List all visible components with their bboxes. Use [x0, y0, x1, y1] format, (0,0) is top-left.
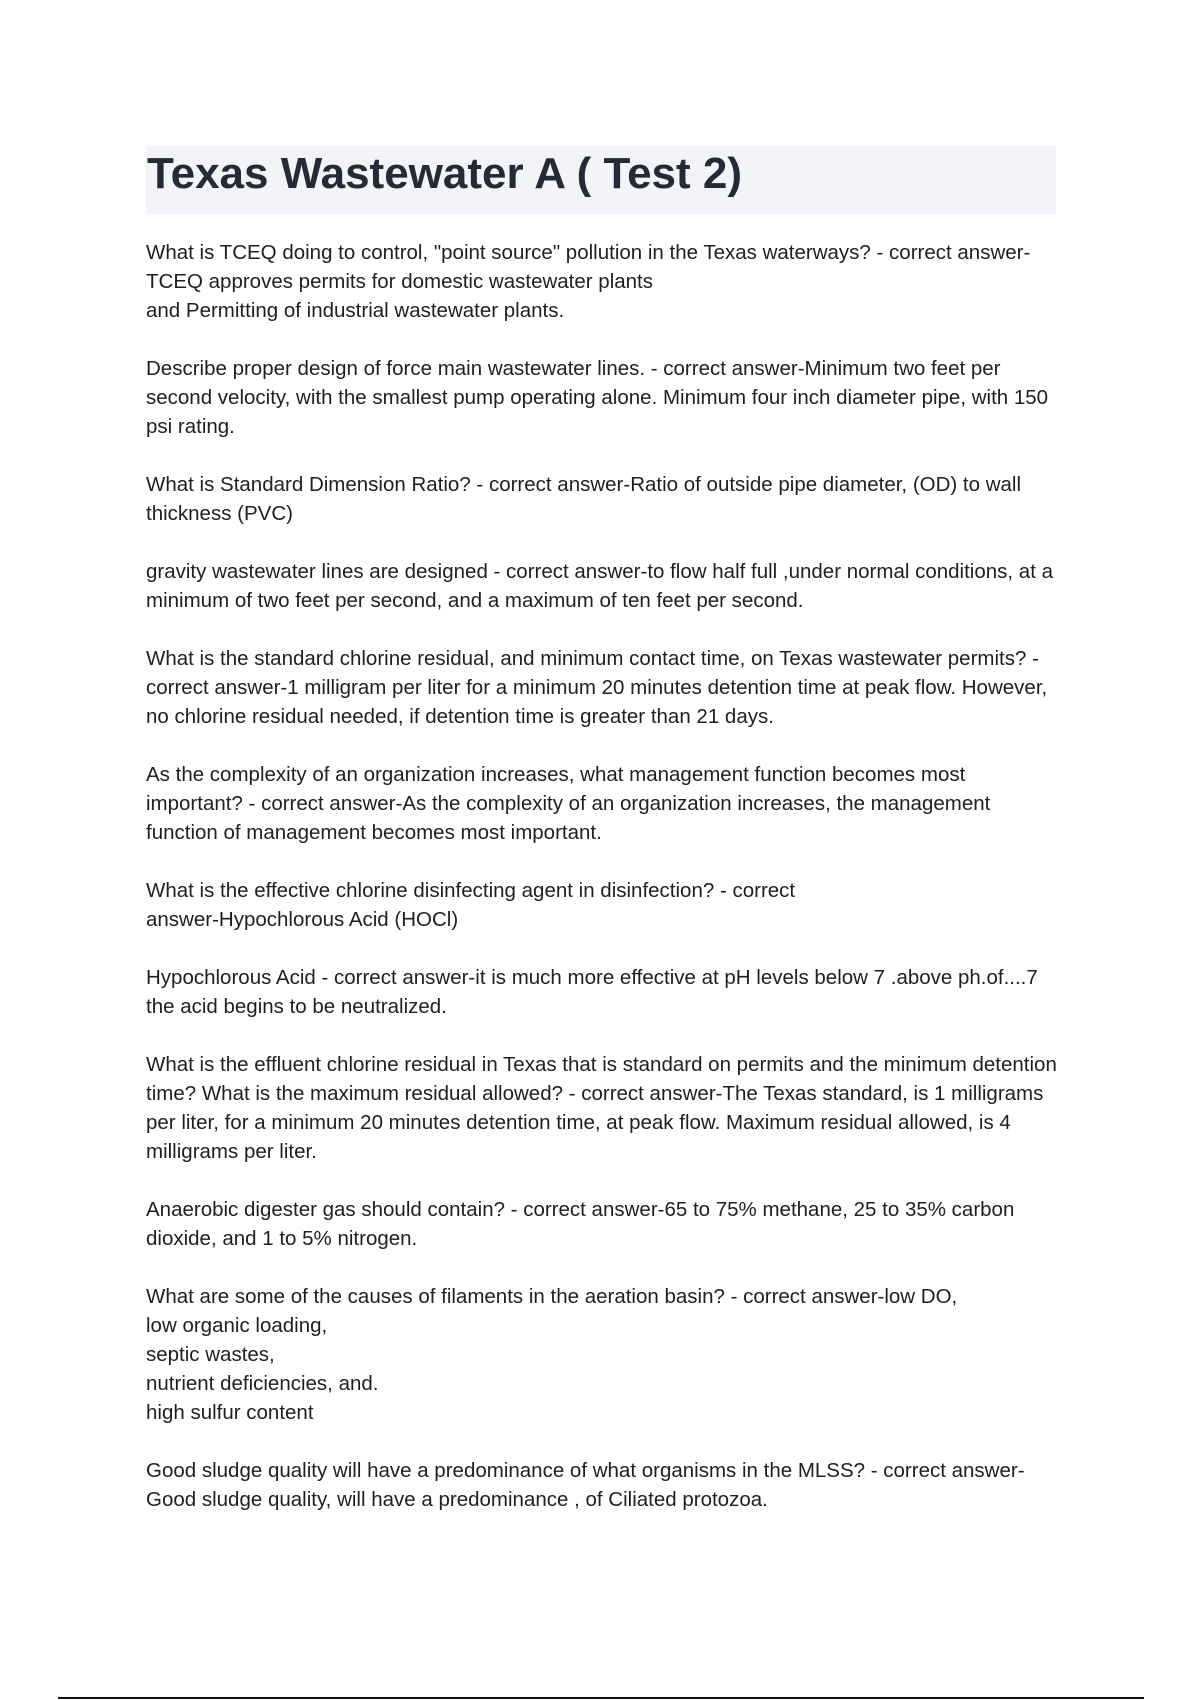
page-title: Texas Wastewater A ( Test 2) — [147, 149, 743, 198]
qa-item-4: gravity wastewater lines are designed - correct answer-to flow half full ,under normal conditions, at a minimum of two feet per second, and a maximum of ten feet per second. — [146, 560, 1053, 612]
qa-list — [146, 238, 1066, 1543]
qa-item-1: What is TCEQ doing to control, "point source" pollution in the Texas waterways? - correct answer-TCEQ approves permits for domestic wastewater plants and Permitting of industrial wastewater plants. — [146, 241, 1031, 322]
footer-rule — [58, 1697, 1144, 1699]
qa-item-10: Anaerobic digester gas should contain? - correct answer-65 to 75% methane, 25 to 35% carbon dioxide, and 1 to 5% nitrogen. — [146, 1198, 1015, 1250]
qa-item-7: What is the effective chlorine disinfecting agent in disinfection? - correct answer-Hypochlorous Acid (HOCl) — [146, 879, 796, 931]
qa-item-11: What are some of the causes of filaments in the aeration basin? - correct answer-low DO, low organic loading, septic wastes, nutrient deficiencies, and. high sulfur content — [146, 1285, 958, 1424]
qa-item-9: What is the effluent chlorine residual in Texas that is standard on permits and the minimum detention time? What is the maximum residual allowed? - correct answer-The Texas standard, is 1 milligrams per liter, for a minimum 20 minutes detention time, at peak flow. Maximum residual allowed, is 4 milligrams per liter. — [146, 1053, 1057, 1163]
qa-item-8: Hypochlorous Acid - correct answer-it is much more effective at pH levels below 7 .above ph.of....7 the acid begins to be neutralized. — [146, 966, 1038, 1018]
qa-item-3: What is Standard Dimension Ratio? - correct answer-Ratio of outside pipe diameter, (OD) to wall thickness (PVC) — [146, 473, 1022, 525]
qa-item-2: Describe proper design of force main wastewater lines. - correct answer-Minimum two feet per second velocity, with the smallest pump operating alone. Minimum four inch diameter pipe, with 150 psi rating. — [146, 357, 1049, 438]
qa-item-6: As the complexity of an organization increases, what management function becomes most important? - correct answer-As the complexity of an organization increases, the management function of management becomes most important. — [146, 763, 991, 844]
qa-item-12: Good sludge quality will have a predominance of what organisms in the MLSS? - correct answer-Good sludge quality, will have a predominance , of Ciliated protozoa. — [146, 1459, 1025, 1511]
qa-item-5: What is the standard chlorine residual, and minimum contact time, on Texas wastewater permits? - correct answer-1 milligram per liter for a minimum 20 minutes detention time at peak flow. However, no chlorine residual needed, if detention time is greater than 21 days. — [146, 647, 1048, 728]
